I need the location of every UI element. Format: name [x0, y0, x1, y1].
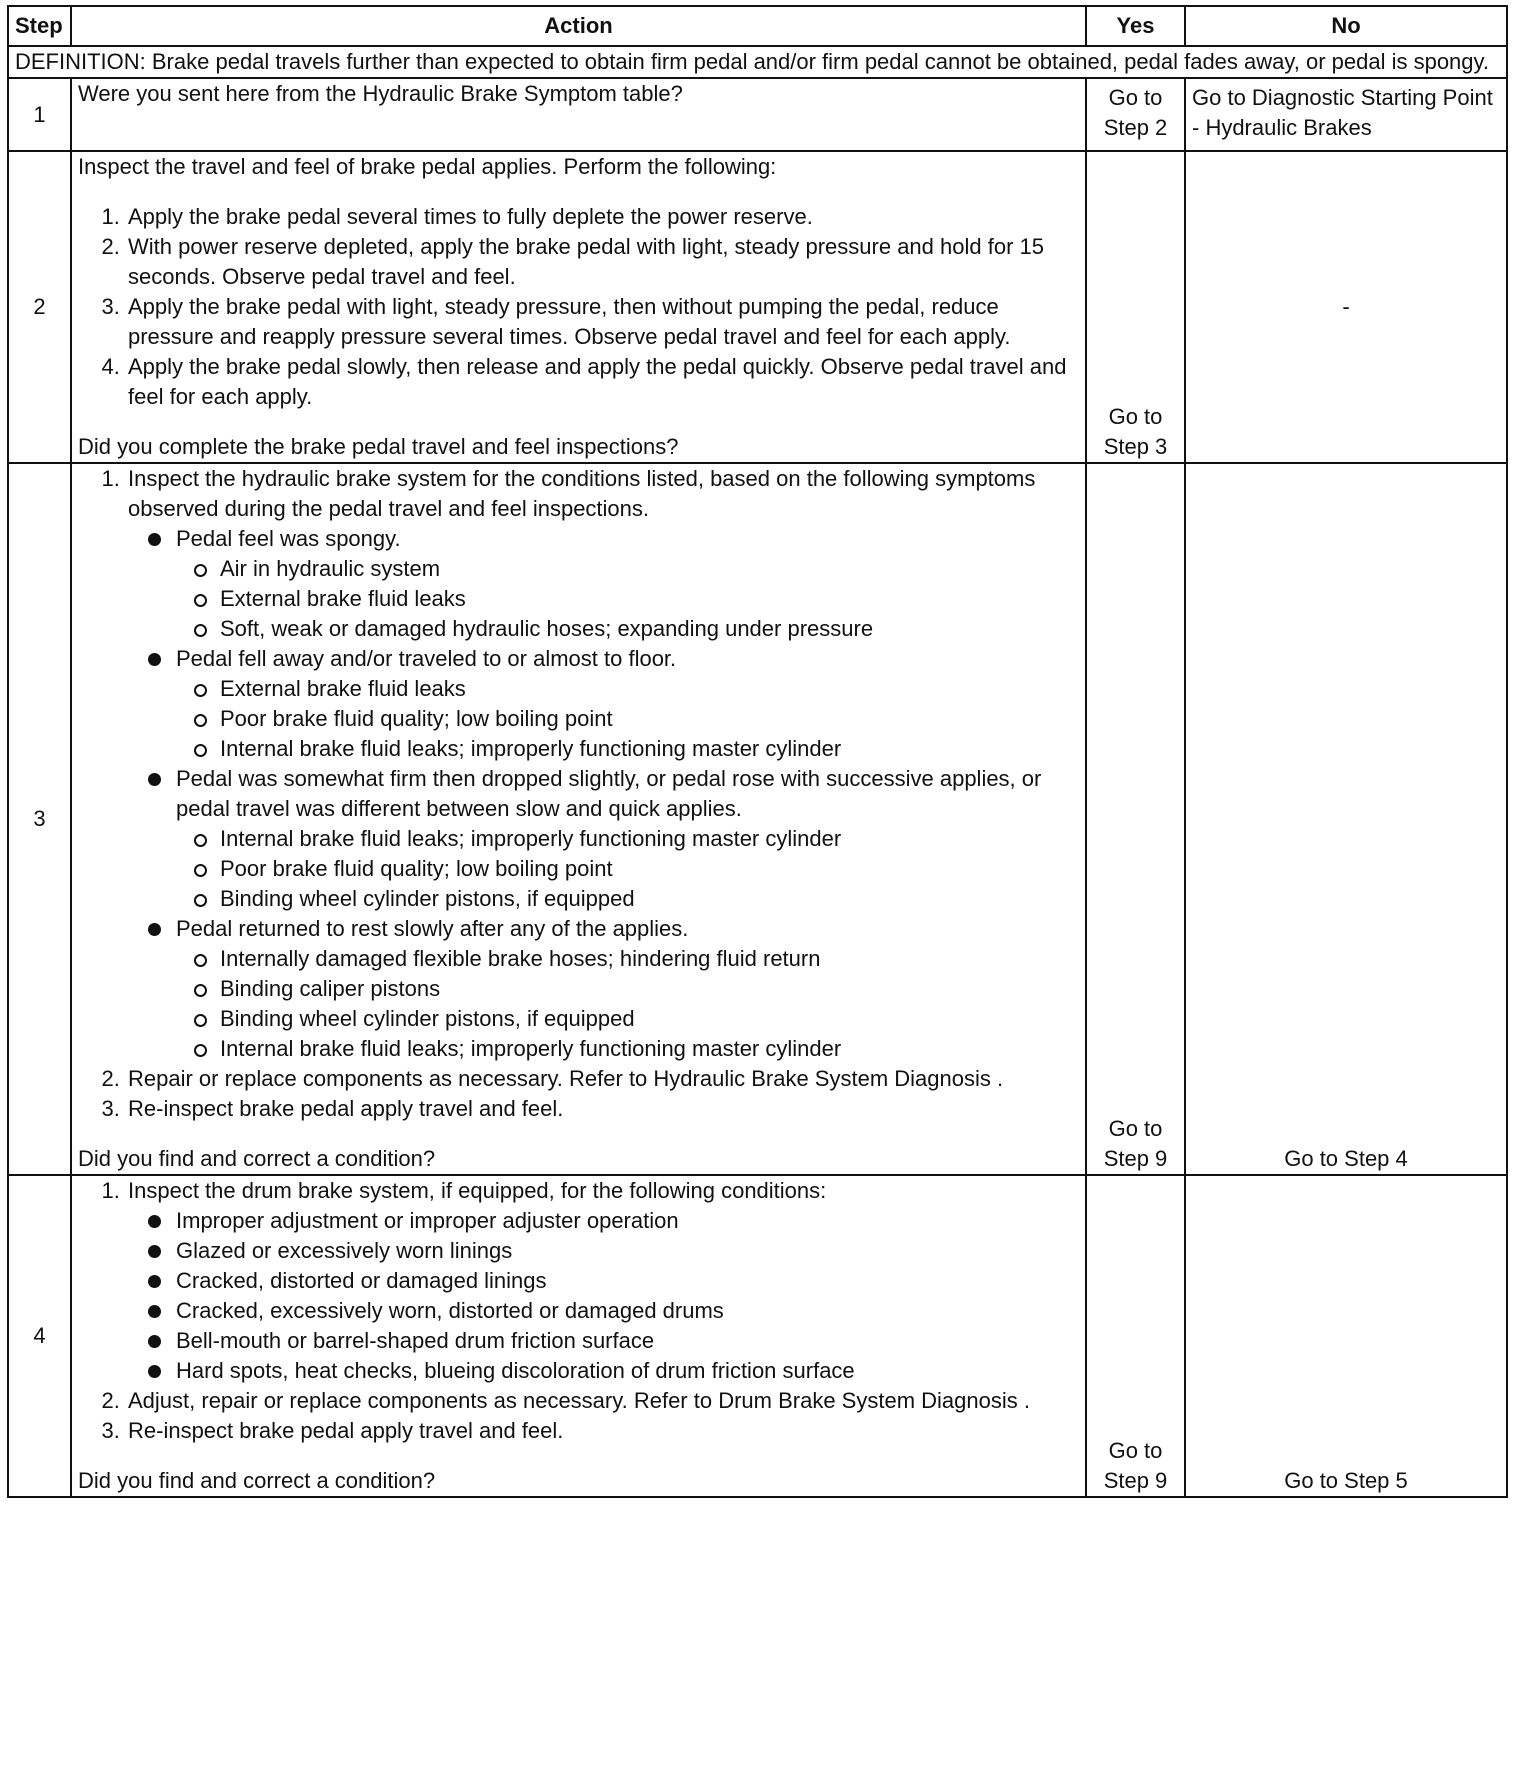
condition-list: [176, 554, 1079, 644]
condition-list: [128, 1206, 1079, 1386]
condition-item: Air in hydraulic system: [176, 554, 1079, 584]
condition-item: Internal brake fluid leaks; improperly functioning master cylinder: [176, 1034, 1079, 1064]
yes-link[interactable]: Go to Step 3: [1086, 151, 1185, 463]
step-number: 4: [8, 1175, 71, 1497]
condition-item: Binding wheel cylinder pistons, if equipped: [176, 884, 1079, 914]
procedure-list: [78, 1176, 1079, 1446]
step-action: [71, 1175, 1086, 1497]
condition-item: Binding caliper pistons: [176, 974, 1079, 1004]
symptom-item: [128, 644, 1079, 764]
condition-item: Internal brake fluid leaks; improperly functioning master cylinder: [176, 734, 1079, 764]
condition-item: Internally damaged flexible brake hoses; hindering fluid return: [176, 944, 1079, 974]
condition-item: Poor brake fluid quality; low boiling point: [176, 854, 1079, 884]
header-row: [8, 6, 1507, 46]
definition-text: DEFINITION: Brake pedal travels further than expected to obtain firm pedal and/or firm pedal cannot be obtained, pedal fades away, or pedal is spongy.: [8, 46, 1507, 78]
no-link[interactable]: Go to Step 4: [1185, 463, 1507, 1175]
condition-item: Glazed or excessively worn linings: [128, 1236, 1079, 1266]
condition-item: External brake fluid leaks: [176, 674, 1079, 704]
step-row-3: [8, 463, 1507, 1175]
step-number: 3: [8, 463, 71, 1175]
no-link: -: [1185, 151, 1507, 463]
header-no: No: [1185, 6, 1507, 46]
condition-item: Cracked, distorted or damaged linings: [128, 1266, 1079, 1296]
symptom-list: [128, 524, 1079, 1064]
yes-link[interactable]: Go to Step 9: [1086, 1175, 1185, 1497]
step-intro: Inspect the travel and feel of brake pedal applies. Perform the following:: [78, 154, 777, 179]
procedure-item: [126, 464, 1079, 1064]
header-action: Action: [71, 6, 1086, 46]
symptom-label: Pedal fell away and/or traveled to or almost to floor.: [176, 646, 677, 671]
header-yes: Yes: [1086, 6, 1185, 46]
step-number: 2: [8, 151, 71, 463]
symptom-item: [128, 524, 1079, 644]
condition-list: [176, 944, 1079, 1064]
step-number: 1: [8, 78, 71, 151]
condition-item: Improper adjustment or improper adjuster operation: [128, 1206, 1079, 1236]
procedure-item: [126, 1176, 1079, 1386]
yes-link[interactable]: Go to Step 9: [1086, 463, 1185, 1175]
procedure-item: 2. With power reserve depleted, apply the brake pedal with light, steady pressure and hold for 15 seconds. Observe pedal travel and feel.: [126, 232, 1079, 292]
no-link[interactable]: Go to Step 5: [1185, 1175, 1507, 1497]
step-action: [71, 463, 1086, 1175]
condition-item: Internal brake fluid leaks; improperly functioning master cylinder: [176, 824, 1079, 854]
no-link[interactable]: Go to Diagnostic Starting Point - Hydraulic Brakes: [1185, 78, 1507, 151]
condition-item: Hard spots, heat checks, blueing discoloration of drum friction surface: [128, 1356, 1079, 1386]
yes-link[interactable]: Go to Step 2: [1086, 78, 1185, 151]
procedure-item: 4. Apply the brake pedal slowly, then release and apply the pedal quickly. Observe pedal travel and feel for each apply.: [126, 352, 1079, 412]
condition-item: Cracked, excessively worn, distorted or damaged drums: [128, 1296, 1079, 1326]
procedure-item-text: Inspect the drum brake system, if equipped, for the following conditions:: [128, 1178, 827, 1203]
step-question: Were you sent here from the Hydraulic Brake Symptom table?: [71, 78, 1086, 151]
step-action: [71, 151, 1086, 463]
procedure-item: 3. Re-inspect brake pedal apply travel and feel.: [126, 1416, 1079, 1446]
step-question: Did you find and correct a condition?: [78, 1146, 436, 1171]
procedure-list: [78, 202, 1079, 412]
procedure-item: 2. Adjust, repair or replace components as necessary. Refer to Drum Brake System Diagnosis .: [126, 1386, 1079, 1416]
step-question: Did you find and correct a condition?: [78, 1468, 436, 1493]
procedure-item: 1. Apply the brake pedal several times to fully deplete the power reserve.: [126, 202, 1079, 232]
symptom-label: Pedal was somewhat firm then dropped slightly, or pedal rose with successive applies, or pedal travel was different between slow and quick applies.: [176, 766, 1042, 821]
procedure-item-text: Inspect the hydraulic brake system for the conditions listed, based on the following symptoms observed during the pedal travel and feel inspections.: [128, 466, 1036, 521]
condition-item: Bell-mouth or barrel-shaped drum friction surface: [128, 1326, 1079, 1356]
definition-row: [8, 46, 1507, 78]
symptom-label: Pedal returned to rest slowly after any of the applies.: [176, 916, 689, 941]
procedure-item: 3. Apply the brake pedal with light, steady pressure, then without pumping the pedal, reduce pressure and reapply pressure several times. Observe pedal travel and feel for each apply.: [126, 292, 1079, 352]
condition-item: External brake fluid leaks: [176, 584, 1079, 614]
condition-item: Soft, weak or damaged hydraulic hoses; expanding under pressure: [176, 614, 1079, 644]
symptom-label: Pedal feel was spongy.: [176, 526, 401, 551]
step-row-4: [8, 1175, 1507, 1497]
condition-item: Binding wheel cylinder pistons, if equipped: [176, 1004, 1079, 1034]
diagnostic-table: [7, 5, 1508, 1498]
symptom-item: [128, 764, 1079, 914]
procedure-list: [78, 464, 1079, 1124]
header-step: Step: [8, 6, 71, 46]
symptom-item: [128, 914, 1079, 1064]
step-question: Did you complete the brake pedal travel and feel inspections?: [78, 434, 679, 459]
step-row-1: [8, 78, 1507, 151]
condition-item: Poor brake fluid quality; low boiling point: [176, 704, 1079, 734]
step-row-2: [8, 151, 1507, 463]
condition-list: [176, 674, 1079, 764]
procedure-item: 2. Repair or replace components as necessary. Refer to Hydraulic Brake System Diagnosis .: [126, 1064, 1079, 1094]
procedure-item: 3. Re-inspect brake pedal apply travel and feel.: [126, 1094, 1079, 1124]
condition-list: [176, 824, 1079, 914]
